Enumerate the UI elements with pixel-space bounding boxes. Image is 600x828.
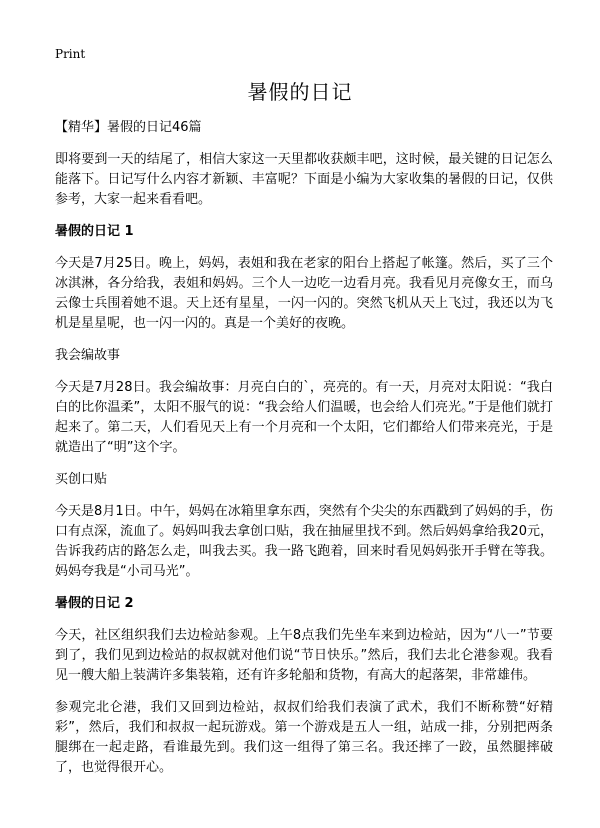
section-title-2: 暑假的日记 2 (55, 596, 134, 611)
intro-paragraph: 即将要到一天的结尾了，相信大家这一天里都收获颇丰吧，这时候，最关键的日记怎么能落下。日记写什么内容才新颖、丰富呢？下面是小编为大家收集的暑假的日记，仅供参考，大家一起来看看吧。 (55, 152, 553, 207)
section1-paragraph-2: 今天是7月28日。我会编故事：月亮白白的`，亮亮的。有一天，月亮对太阳说：“我白白的比你温柔”，太阳不服气的说：“我会给人们温暖，也会给人们亮光。”于是他们就打起来了。第二天，人们看见天上有一个月亮和一个太阳，它们都给人们带来亮光，于是就造出了“明”这个字。 (55, 380, 553, 455)
section2-paragraph-2: 参观完北仑港，我们又回到边检站，叔叔们给我们表演了武术，我们不断称赞“好精彩”，然后，我们和叔叔一起玩游戏。第一个游戏是五人一组，站成一排，分别把两条腿绑在一起走路，看谁最先到。我们这一组得了第三名。我还摔了一跤，虽然腿摔破了，也觉得很开心。 (55, 700, 553, 775)
page-title: 暑假的日记 (247, 80, 353, 104)
print-link[interactable]: Print (55, 47, 86, 61)
article-body (55, 118, 553, 790)
section1-paragraph-1: 今天是7月25日。晚上，妈妈，表姐和我在老家的阳台上搭起了帐篷。然后，买了三个冰淇淋，各分给我，表姐和妈妈。三个人一边吃一边看月亮。我看见月亮像女王，而乌云像士兵围着她不退。天上还有星星，一闪一闪的。突然飞机从天上飞过，我还以为飞机是星星呢，也一闪一闪的。真是一个美好的夜晚。 (55, 256, 553, 331)
article-subtitle: 【精华】暑假的日记46篇 (55, 120, 202, 135)
section1-heading-story: 我会编故事 (55, 348, 121, 363)
section-title-1: 暑假的日记 1 (55, 224, 134, 239)
section2-paragraph-1: 今天，社区组织我们去边检站参观。上午8点我们先坐车来到边检站，因为“八一”节要到了，我们见到边检站的叔叔就对他们说“节日快乐。”然后，我们去北仑港参观。我看见一艘大船上装满许多集装箱，还有许多轮船和货物，有高大的起落架，非常雄伟。 (55, 628, 553, 683)
section1-heading-bandage: 买创口贴 (55, 472, 108, 487)
section1-paragraph-3: 今天是8月1日。中午，妈妈在冰箱里拿东西，突然有个尖尖的东西戳到了妈妈的手，伤口有点深，流血了。妈妈叫我去拿创口贴，我在抽屉里找不到。然后妈妈拿给我20元，告诉我药店的路怎么走，叫我去买。我一路飞跑着，回来时看见妈妈张开手臂在等我。妈妈夸我是“小司马光”。 (55, 504, 553, 579)
